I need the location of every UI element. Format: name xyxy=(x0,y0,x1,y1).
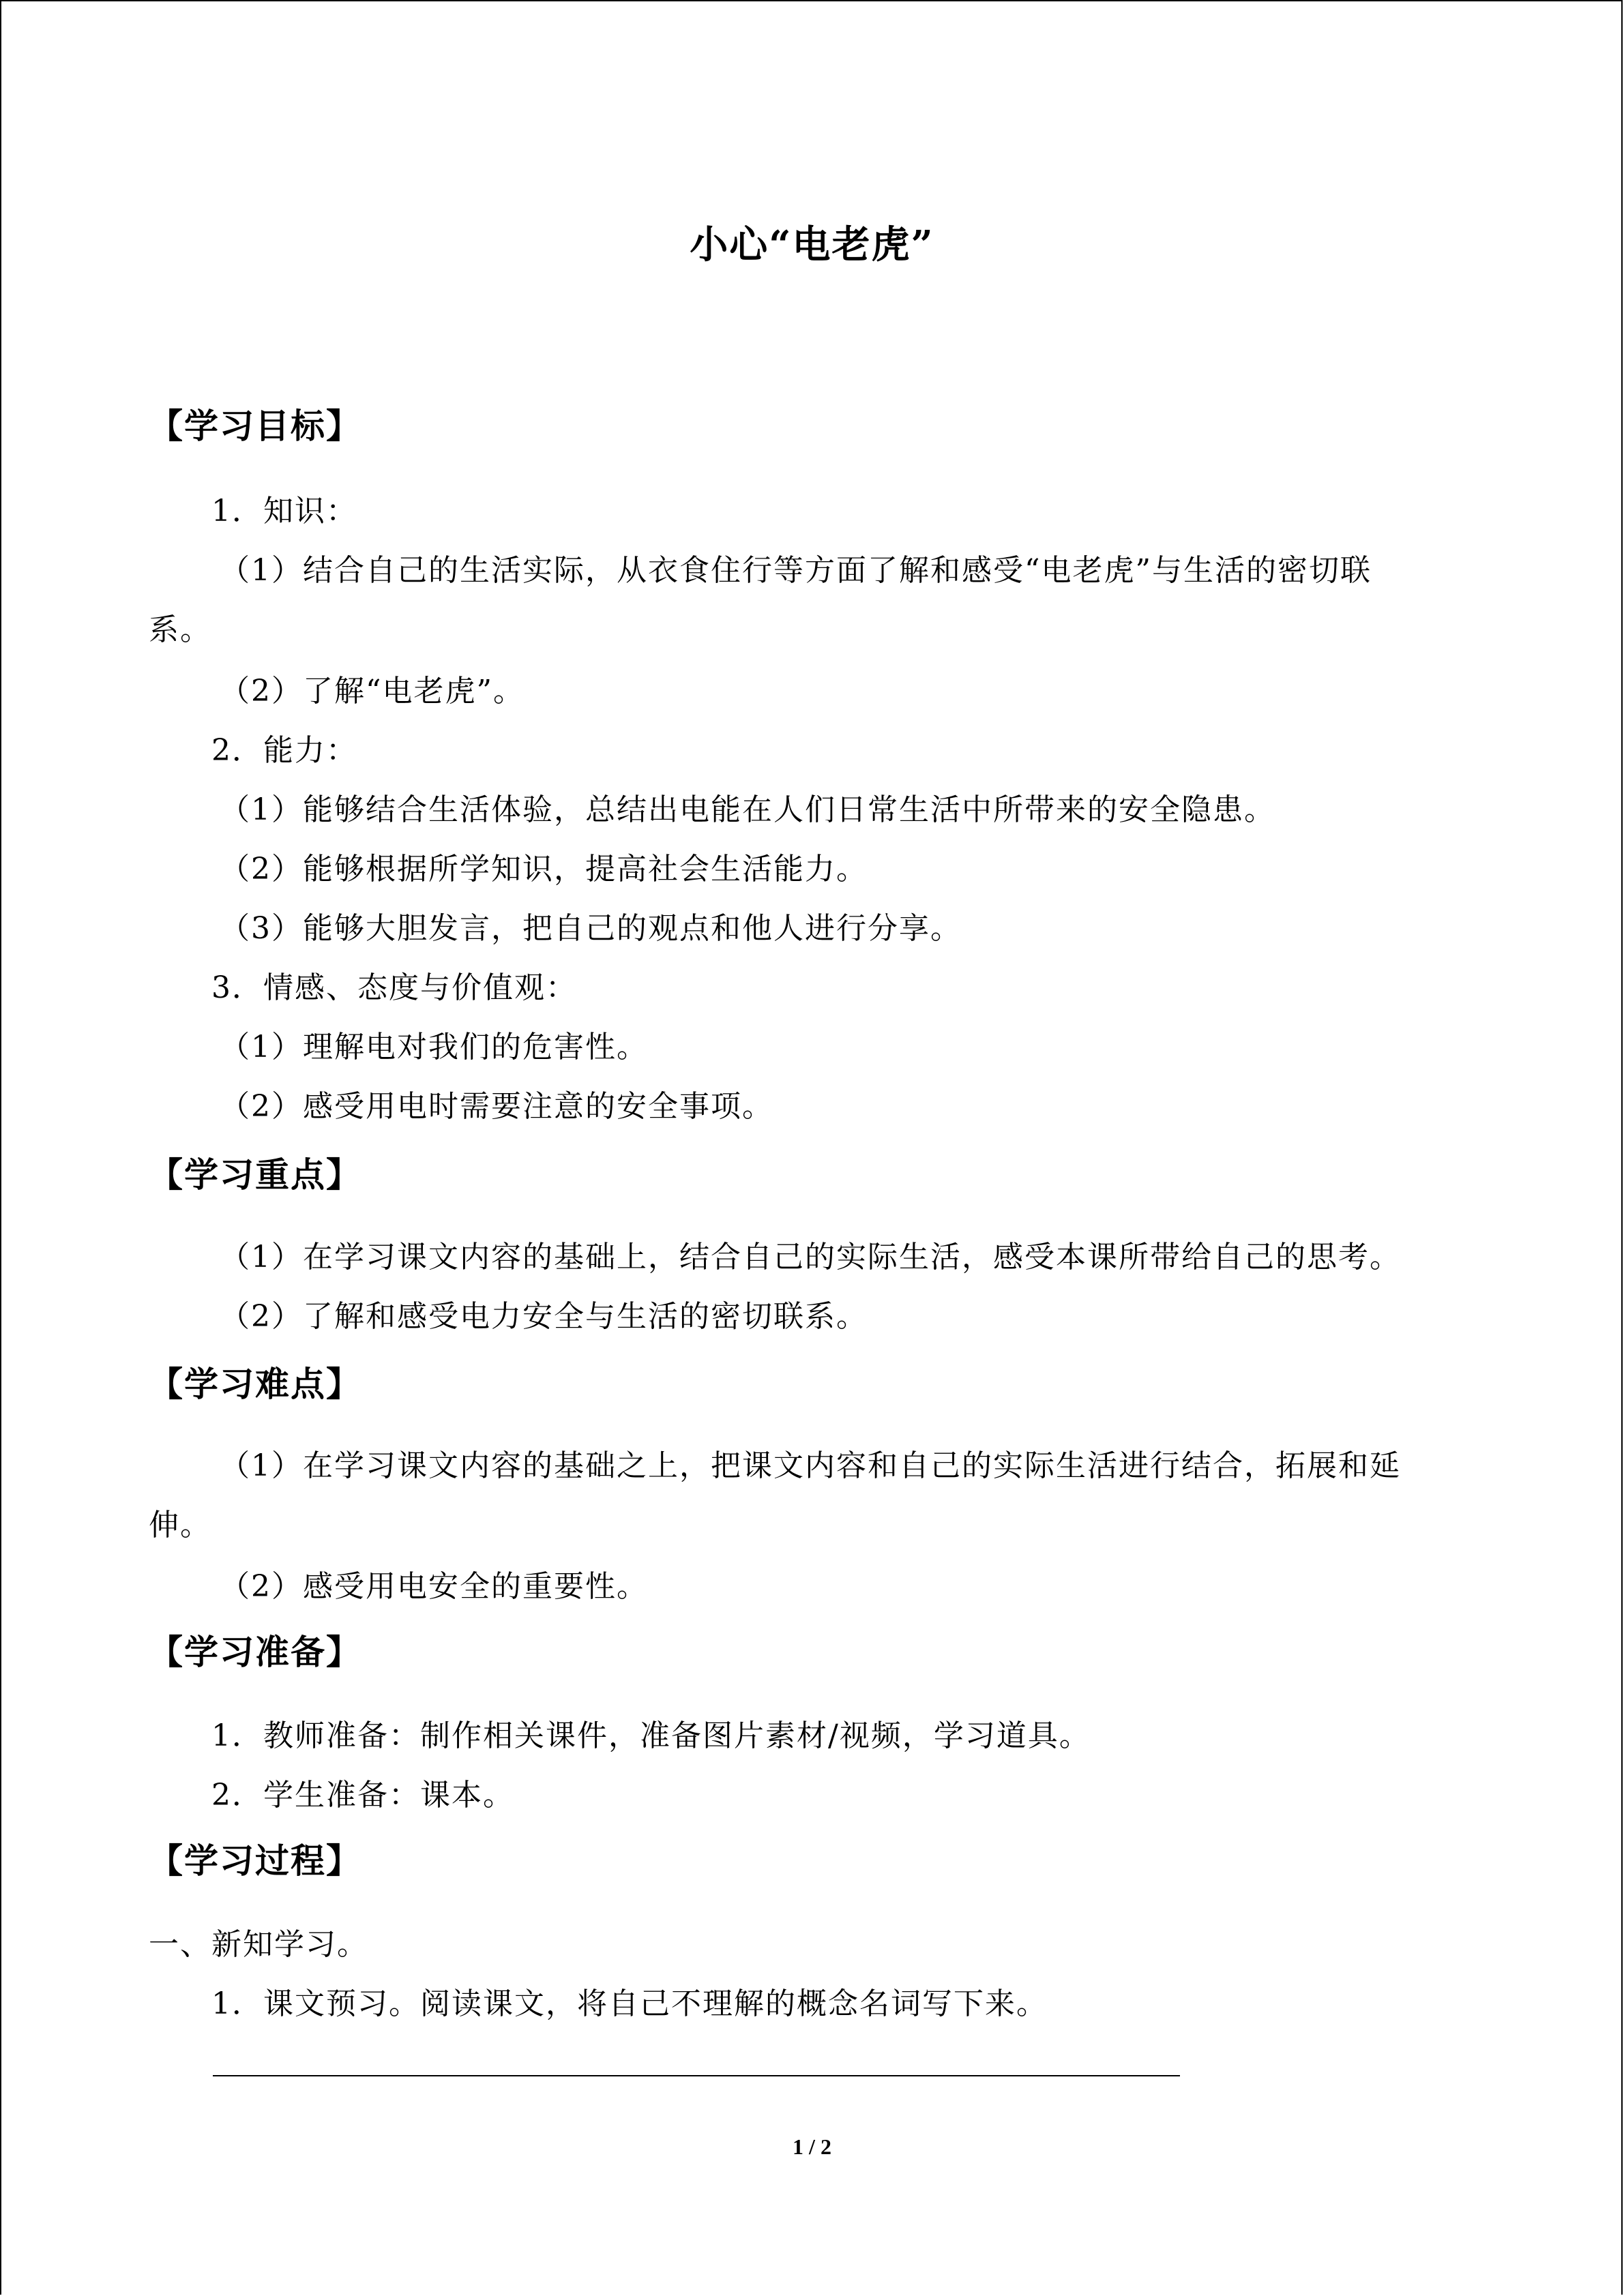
key-points-line: （2）了解和感受电力安全与生活的密切联系。 xyxy=(220,1299,868,1334)
page-number: 1 / 2 xyxy=(793,2134,831,2159)
difficulties-line: （2）感受用电安全的重要性。 xyxy=(220,1569,648,1604)
goals-line: （2）了解“电老虎”。 xyxy=(220,674,525,709)
goals-line: （3）能够大胆发言，把自己的观点和他人进行分享。 xyxy=(220,911,962,946)
process-line: 一、新知学习。 xyxy=(149,1927,368,1962)
section-heading-difficulties: 【学习难点】 xyxy=(149,1364,361,1404)
goals-line: （1）能够结合生活体验，总结出电能在人们日常生活中所带来的安全隐患。 xyxy=(220,792,1275,827)
difficulties-line: （1）在学习课文内容的基础之上，把课文内容和自己的实际生活进行结合，拓展和延 xyxy=(220,1448,1401,1483)
goals-line: （1）理解电对我们的危害性。 xyxy=(220,1030,648,1064)
goals-line: 1．知识： xyxy=(211,494,357,528)
preparation-line: 1．教师准备：制作相关课件，准备图片素材/视频，学习道具。 xyxy=(211,1718,1091,1753)
goals-line: 系。 xyxy=(149,612,211,647)
goals-line: 3．情感、态度与价值观： xyxy=(211,970,577,1005)
preparation-line: 2．学生准备：课本。 xyxy=(211,1778,514,1813)
goals-line: （2）能够根据所学知识，提高社会生活能力。 xyxy=(220,852,868,886)
goals-line: （2）感受用电时需要注意的安全事项。 xyxy=(220,1089,773,1124)
section-heading-key-points: 【学习重点】 xyxy=(149,1154,361,1195)
difficulties-line: 伸。 xyxy=(149,1508,211,1542)
answer-blank-line xyxy=(213,2075,1180,2076)
section-heading-process: 【学习过程】 xyxy=(149,1840,361,1881)
goals-line: （1）结合自己的生活实际，从衣食住行等方面了解和感受“电老虎”与生活的密切联 xyxy=(220,553,1372,588)
section-heading-goals: 【学习目标】 xyxy=(149,406,361,446)
document-title: 小心“电老虎” xyxy=(690,222,934,267)
process-line: 1．课文预习。阅读课文，将自己不理解的概念名词写下来。 xyxy=(211,1986,1048,2021)
key-points-line: （1）在学习课文内容的基础上，结合自己的实际生活，感受本课所带给自己的思考。 xyxy=(220,1240,1401,1274)
section-heading-preparation: 【学习准备】 xyxy=(149,1632,361,1672)
goals-line: 2．能力： xyxy=(211,733,357,768)
